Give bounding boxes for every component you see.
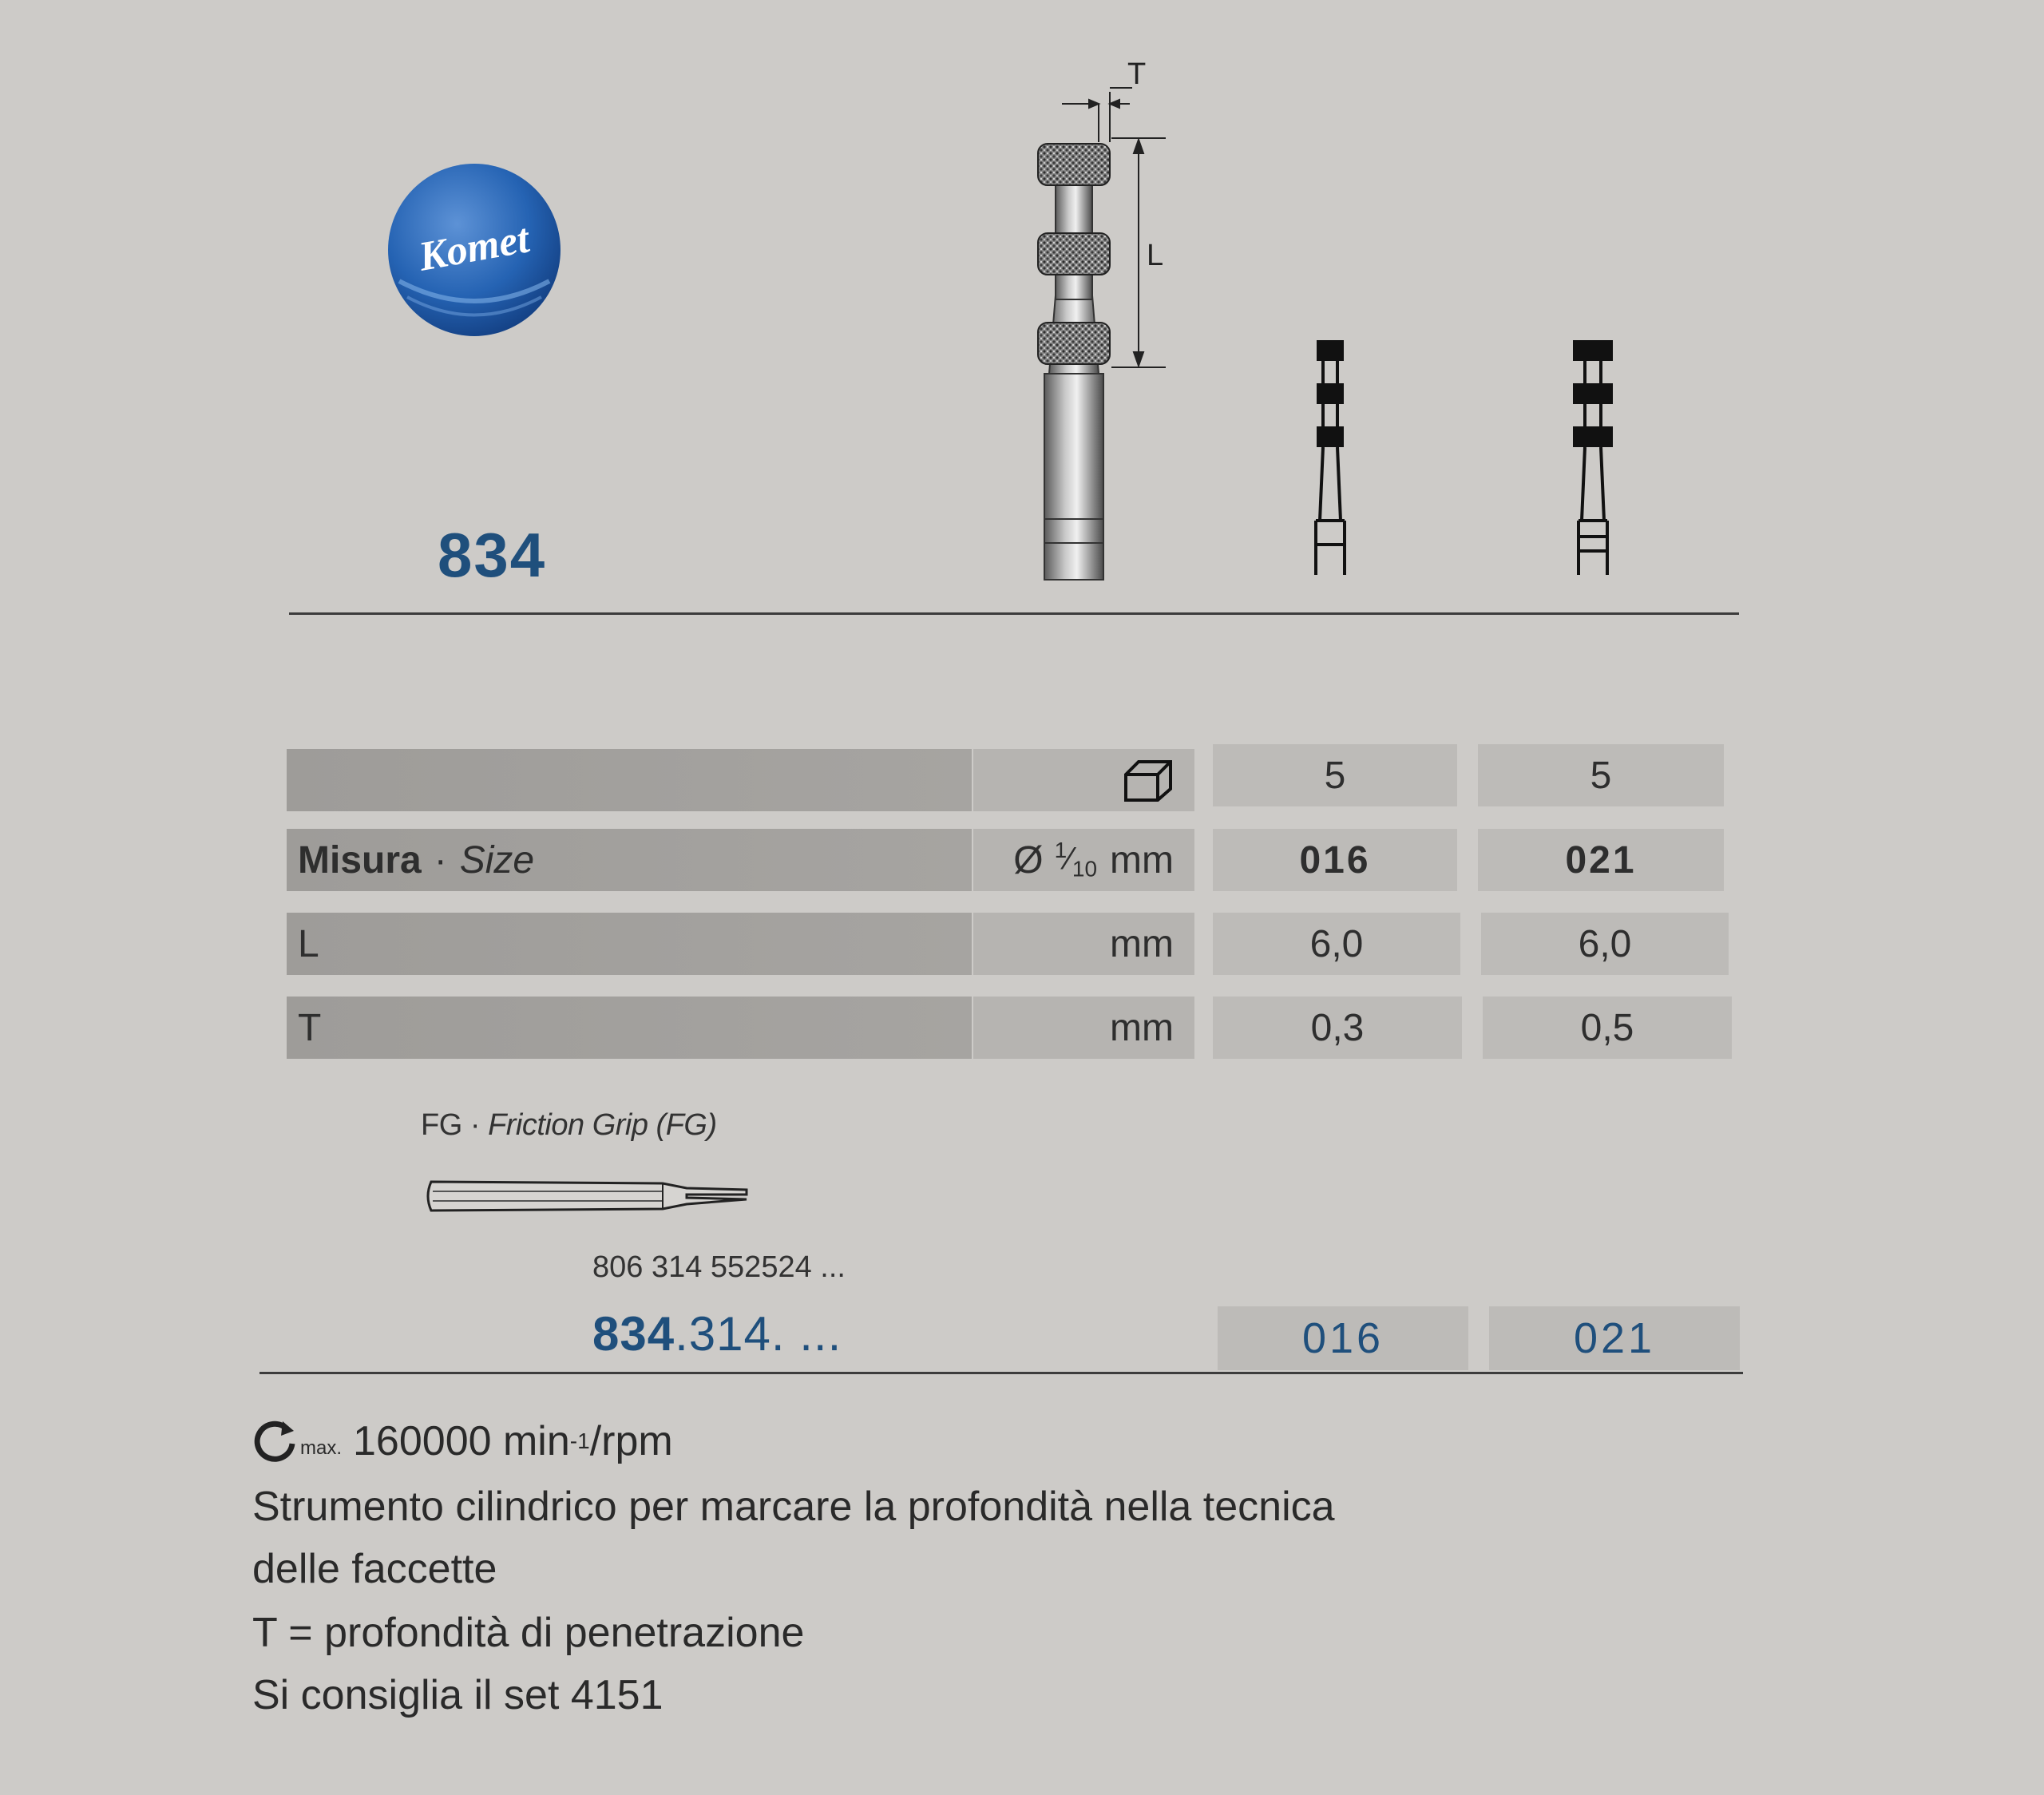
header-divider: [289, 612, 1739, 615]
package-icon: [1123, 757, 1174, 803]
size-value-016: 016: [1213, 829, 1457, 891]
l-row-label: L: [287, 913, 972, 975]
t-row-label: T: [287, 997, 972, 1059]
unit-fraction: $^1⁄_{10}$: [1054, 838, 1098, 882]
fg-shank-icon: [423, 1177, 751, 1215]
order-code: 834.314. ...: [592, 1307, 842, 1361]
t-value-021: 0,5: [1483, 997, 1732, 1059]
t-value-016: 0,3: [1213, 997, 1462, 1059]
penetration-note: T = profondità di penetrazione: [252, 1610, 805, 1656]
l-label: L: [1147, 239, 1164, 272]
komet-logo: [383, 161, 565, 339]
t-label: T: [1127, 57, 1147, 91]
bur-illustration: [998, 56, 1701, 591]
logo-wordmark: Komet: [415, 216, 533, 280]
description-line-2: delle faccette: [252, 1546, 497, 1592]
shank-type-label: FG · Friction Grip (FG): [421, 1108, 717, 1142]
size-row-unit: [973, 829, 1194, 891]
recommended-set-note: Si consiglia il set 4151: [252, 1672, 664, 1718]
pack-row-label: [287, 749, 972, 811]
size-label-it: Misura: [298, 838, 422, 882]
t-row-unit: mm: [973, 997, 1194, 1059]
size-unit: mm: [1110, 838, 1174, 882]
rotation-icon: [252, 1420, 299, 1463]
l-value-016: 6,0: [1213, 913, 1460, 975]
speed-exponent: -1: [569, 1428, 590, 1453]
pack-value-016: 5: [1213, 744, 1457, 806]
max-speed: [252, 1417, 673, 1465]
bur-schematic-016: [1316, 340, 1345, 575]
order-divider: [259, 1372, 1743, 1374]
order-size-016: 016: [1218, 1306, 1468, 1370]
size-label-en: Size: [459, 838, 535, 882]
l-row-unit: mm: [973, 913, 1194, 975]
bur-detail: [1038, 144, 1110, 580]
order-size-021: 021: [1489, 1306, 1740, 1370]
speed-unit: /rpm: [589, 1418, 673, 1464]
pack-row-unit: [973, 749, 1194, 811]
description-line-1: Strumento cilindrico per marcare la profondità nella tecnica: [252, 1484, 1335, 1530]
size-value-021: 021: [1478, 829, 1724, 891]
catalog-number: 806 314 552524 ...: [592, 1250, 846, 1284]
size-separator: ·: [434, 838, 447, 882]
size-row-label: [287, 829, 972, 891]
speed-value: 160000 min: [353, 1418, 570, 1464]
diameter-symbol: Ø: [1013, 838, 1044, 882]
max-label: max.: [300, 1437, 343, 1459]
product-number: 834: [438, 520, 547, 590]
t-dimension: [1062, 88, 1132, 142]
pack-value-021: 5: [1478, 744, 1724, 806]
bur-schematic-021: [1573, 340, 1613, 575]
l-value-021: 6,0: [1481, 913, 1729, 975]
